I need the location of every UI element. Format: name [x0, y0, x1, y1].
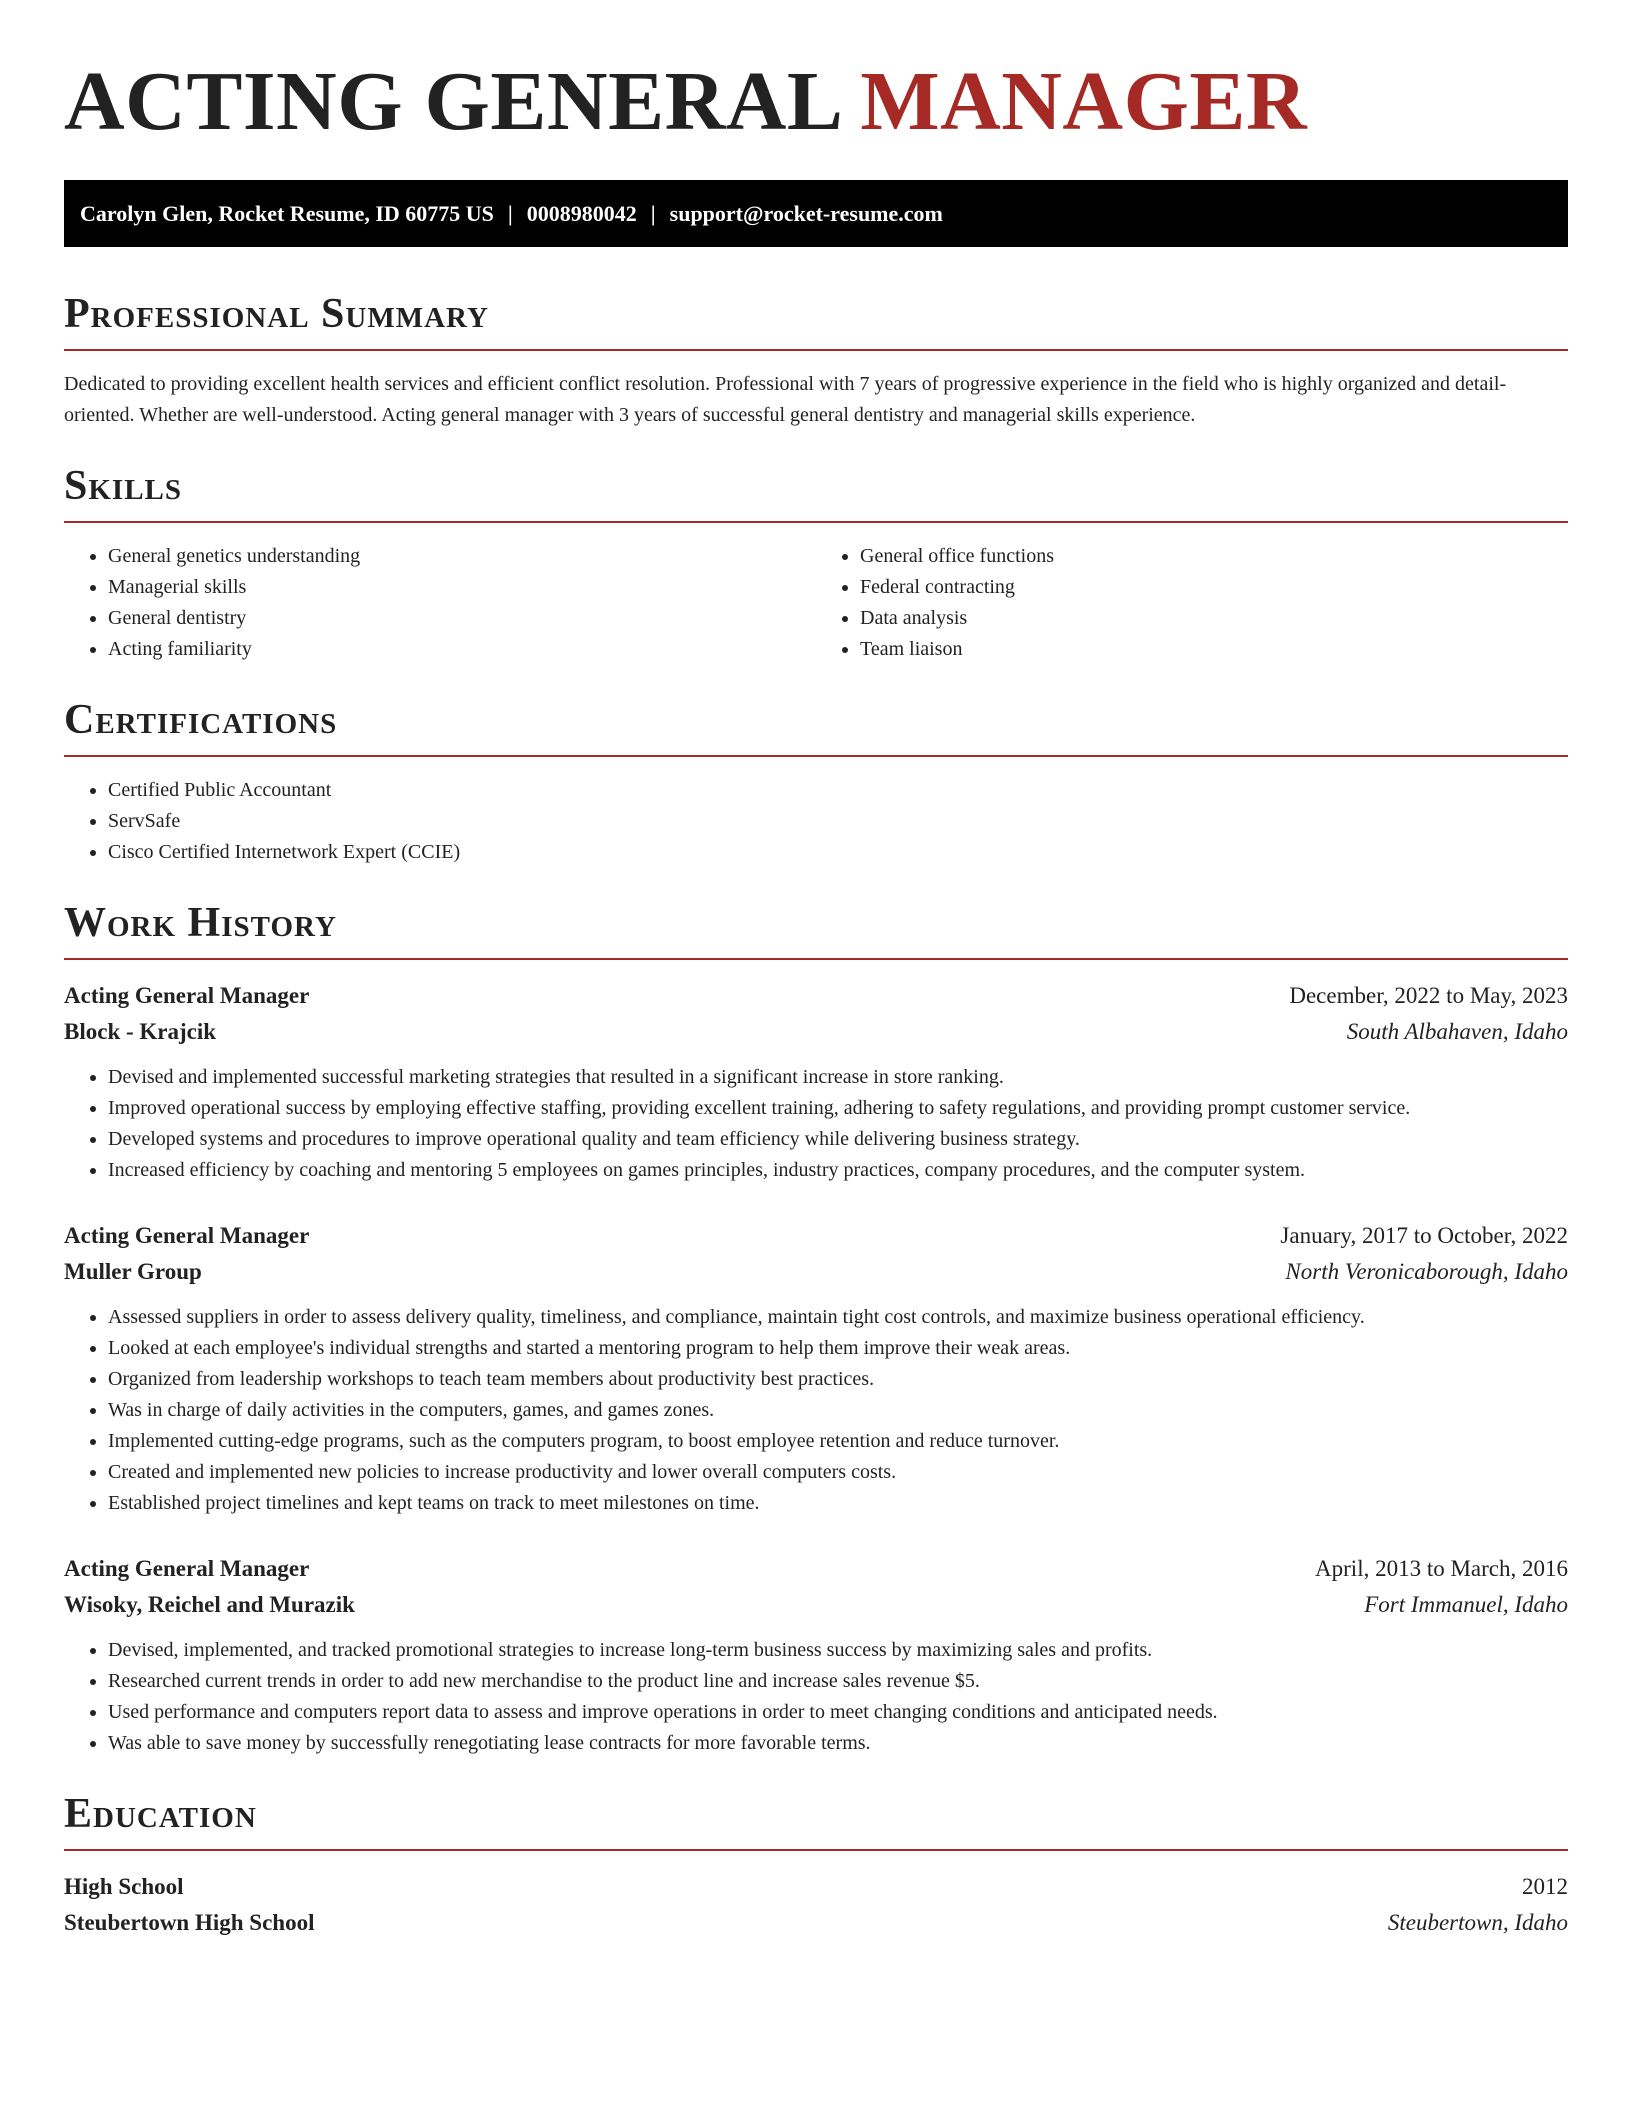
job-location: South Albahaven, Idaho — [1346, 1019, 1568, 1044]
job-bullet: • Assessed suppliers in order to assess delivery quality, timeliness, and compliance, maintain tight cost controls, and maximize business operational efficiency. — [108, 1302, 1568, 1333]
job-dates: April, 2013 to March, 2016 — [1315, 1556, 1568, 1581]
job-entry — [64, 1218, 1568, 1519]
title-part-1: ACTING GENERAL — [64, 55, 839, 148]
job-bullets — [64, 1302, 1568, 1519]
job-title: Acting General Manager — [64, 1223, 310, 1248]
job-bullets — [64, 1062, 1568, 1186]
skills-column-right — [816, 541, 1568, 665]
certifications-section — [64, 695, 1568, 868]
education-degree: High School — [64, 1874, 184, 1899]
job-bullets — [64, 1635, 1568, 1759]
job-bullet: • Devised and implemented successful marketing strategies that resulted in a significant increase in store ranking. — [108, 1062, 1568, 1093]
job-bullet: • Was able to save money by successfully renegotiating lease contracts for more favorable terms. — [108, 1728, 1568, 1759]
skills-list — [64, 541, 1568, 665]
skill-item: • General dentistry — [108, 603, 816, 634]
summary-text: Dedicated to providing excellent health services and efficient conflict resolution. Professional with 7 years of progressive experience in the field who is highly organized and detail-oriented. Whether are well-understood. Acting general manager with 3 years of successful general dentistry and managerial skills experience. — [64, 373, 1507, 426]
certification-item: • ServSafe — [108, 806, 1568, 837]
job-bullet: • Established project timelines and kept teams on track to meet milestones on time. — [108, 1488, 1568, 1519]
contact-separator: | — [507, 200, 513, 226]
contact-email: support@rocket-resume.com — [669, 200, 943, 226]
job-dates: December, 2022 to May, 2023 — [1289, 983, 1568, 1008]
job-entry — [64, 978, 1568, 1186]
contact-address: Carolyn Glen, Rocket Resume, ID 60775 US — [80, 200, 494, 226]
certifications-heading: Certifications — [64, 695, 1568, 757]
skills-column-left — [64, 541, 816, 665]
summary-heading: Professional Summary — [64, 289, 1568, 351]
contact-phone: 0008980042 — [526, 200, 637, 226]
skill-item: • Data analysis — [860, 603, 1568, 634]
job-bullet: • Developed systems and procedures to improve operational quality and team efficiency while delivering business strategy. — [108, 1124, 1568, 1155]
skill-item: • Managerial skills — [108, 572, 816, 603]
certification-item: • Cisco Certified Internetwork Expert (CCIE) — [108, 837, 1568, 868]
job-location: North Veronicaborough, Idaho — [1285, 1259, 1568, 1284]
summary-section — [64, 289, 1568, 431]
job-title: Acting General Manager — [64, 1556, 310, 1581]
education-heading: Education — [64, 1789, 1568, 1851]
contact-bar — [64, 180, 1568, 247]
job-title: Acting General Manager — [64, 983, 310, 1008]
job-bullet: • Improved operational success by employing effective staffing, providing excellent training, adhering to safety regulations, and providing prompt customer service. — [108, 1093, 1568, 1124]
work-history-section — [64, 898, 1568, 1759]
resume-title — [64, 52, 1568, 152]
job-company: Muller Group — [64, 1259, 202, 1284]
education-section — [64, 1789, 1568, 1941]
contact-separator: | — [650, 200, 656, 226]
skill-item: • General office functions — [860, 541, 1568, 572]
job-bullet: • Was in charge of daily activities in the computers, games, and games zones. — [108, 1395, 1568, 1426]
job-bullet: • Increased efficiency by coaching and mentoring 5 employees on games principles, industry practices, company procedures, and the computer system. — [108, 1155, 1568, 1186]
certification-item: • Certified Public Accountant — [108, 775, 1568, 806]
job-bullet: • Devised, implemented, and tracked promotional strategies to increase long-term business success by maximizing sales and profits. — [108, 1635, 1568, 1666]
job-location: Fort Immanuel, Idaho — [1364, 1592, 1568, 1617]
job-dates: January, 2017 to October, 2022 — [1280, 1223, 1568, 1248]
job-company: Wisoky, Reichel and Murazik — [64, 1592, 355, 1617]
certifications-list — [64, 775, 1568, 868]
education-location: Steubertown, Idaho — [1387, 1910, 1568, 1935]
job-bullet: • Organized from leadership workshops to teach team members about productivity best practices. — [108, 1364, 1568, 1395]
job-company: Block - Krajcik — [64, 1019, 217, 1044]
skill-item: • General genetics understanding — [108, 541, 816, 572]
skill-item: • Federal contracting — [860, 572, 1568, 603]
skill-item: • Acting familiarity — [108, 634, 816, 665]
job-entry — [64, 1551, 1568, 1759]
job-bullet: • Created and implemented new policies to increase productivity and lower overall computers costs. — [108, 1457, 1568, 1488]
title-part-2: MANAGER — [860, 55, 1308, 148]
education-year: 2012 — [1522, 1874, 1568, 1899]
job-bullet: • Looked at each employee's individual strengths and started a mentoring program to help them improve their weak areas. — [108, 1333, 1568, 1364]
job-bullet: • Implemented cutting-edge programs, such as the computers program, to boost employee retention and reduce turnover. — [108, 1426, 1568, 1457]
skill-item: • Team liaison — [860, 634, 1568, 665]
job-bullet: • Used performance and computers report data to assess and improve operations in order to meet changing conditions and anticipated needs. — [108, 1697, 1568, 1728]
skills-section — [64, 461, 1568, 665]
work-history-heading: Work History — [64, 898, 1568, 960]
skills-heading: Skills — [64, 461, 1568, 523]
education-school: Steubertown High School — [64, 1910, 315, 1935]
job-bullet: • Researched current trends in order to add new merchandise to the product line and increase sales revenue $5. — [108, 1666, 1568, 1697]
